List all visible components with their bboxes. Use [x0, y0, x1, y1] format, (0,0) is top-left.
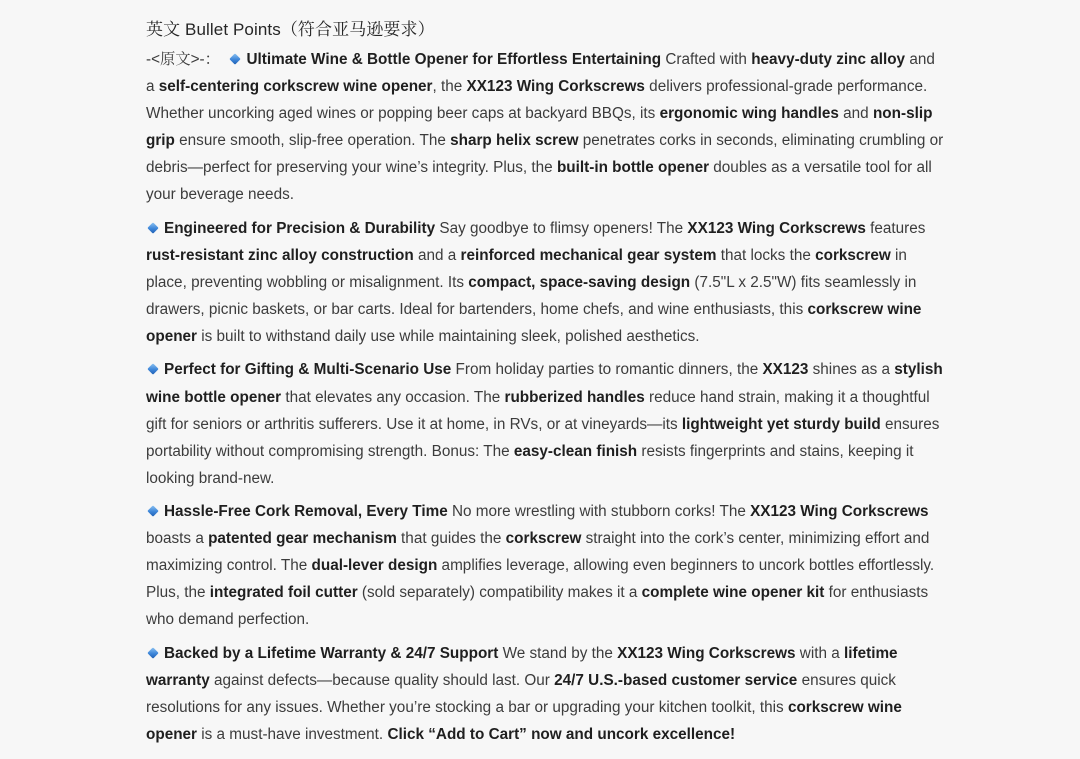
text-run: that elevates any occasion. The: [281, 388, 505, 406]
bold-phrase: lightweight yet sturdy build: [681, 415, 881, 433]
bold-phrase: self-centering corkscrew wine opener: [158, 78, 433, 96]
bold-phrase: XX123: [762, 361, 809, 379]
text-run: doubles as a versatile tool for all your beverage needs.: [146, 159, 932, 204]
bold-phrase: corkscrew: [505, 530, 582, 548]
bullet-text: [146, 361, 943, 486]
bold-phrase: 24/7 U.S.-based customer service: [554, 671, 798, 689]
text-run: We stand by the: [498, 644, 618, 662]
original-prefix-label: -<原文>-：: [146, 51, 220, 68]
blue-diamond-icon: [230, 54, 240, 64]
bold-phrase: non-slip grip: [146, 105, 933, 150]
text-run: Crafted with: [661, 51, 752, 68]
bold-phrase: lifetime warranty: [146, 644, 898, 689]
text-run: in place, preventing wobbling or misalignment. Its: [146, 246, 907, 291]
text-run: From holiday parties to romantic dinners, the: [451, 361, 763, 379]
text-run: straight into the cork’s center, minimizing effort and maximizing control. The: [146, 530, 930, 575]
text-run: with a: [795, 644, 844, 662]
bold-phrase: XX123 Wing Corkscrews: [466, 78, 645, 96]
text-run: is built to withstand daily use while maintaining sleek, polished aesthetics.: [197, 328, 700, 346]
bold-phrase: Click “Add to Cart” now and uncork excellence!: [387, 726, 736, 743]
bold-phrase: Engineered for Precision & Durability: [164, 219, 436, 237]
bold-phrase: rubberized handles: [504, 388, 645, 406]
bullet-point: [146, 215, 946, 350]
bold-phrase: corkscrew: [815, 246, 891, 264]
text-run: ensure smooth, slip-free operation. The: [174, 132, 451, 150]
bold-phrase: stylish wine bottle opener: [146, 361, 943, 406]
text-run: penetrates corks in seconds, eliminating crumbling or debris—perfect for preserving your wine’s integrity. Plus, the: [146, 132, 944, 177]
bullet-text: [146, 503, 934, 628]
bold-phrase: corkscrew wine opener: [146, 698, 902, 743]
bold-phrase: Hassle-Free Cork Removal, Every Time: [164, 503, 448, 521]
text-run: ensures quick resolutions for any issues. Whether you’re stocking a bar or upgrading your kitchen toolkit, this: [146, 671, 896, 716]
bold-phrase: complete wine opener kit: [641, 584, 825, 602]
blue-diamond-icon: [148, 507, 158, 517]
blue-diamond-icon: [148, 223, 158, 233]
bullet-text: [146, 51, 943, 203]
bullet-text: [146, 645, 902, 743]
text-run: (7.5"L x 2.5"W) fits seamlessly in drawers, picnic baskets, or bar carts. Ideal for bartenders, home chefs, and wine enthusiasts, this: [146, 273, 917, 319]
text-run: reduce hand strain, making it a thoughtful gift for seniors or arthritis sufferers. Use it at home, in RVs, or at vineyards—its: [146, 388, 930, 433]
bold-phrase: XX123 Wing Corkscrews: [687, 219, 866, 237]
page-heading: 英文 Bullet Points（符合亚马逊要求）: [146, 20, 435, 39]
text-run: that locks the: [716, 246, 816, 264]
bold-phrase: easy-clean finish: [513, 442, 638, 460]
text-run: amplifies leverage, allowing even beginners to uncork bottles effortlessly. Plus, the: [146, 557, 935, 602]
bold-phrase: heavy-duty zinc alloy: [751, 51, 906, 68]
bold-phrase: ergonomic wing handles: [659, 105, 839, 123]
text-run: that guides the: [396, 530, 506, 548]
bold-phrase: patented gear mechanism: [208, 530, 397, 548]
text-run: Say goodbye to flimsy openers! The: [435, 219, 688, 237]
text-run: shines as a: [808, 361, 895, 379]
bullet-text: [146, 220, 925, 345]
bold-phrase: Ultimate Wine & Bottle Opener for Effortless Entertaining: [246, 51, 662, 68]
bold-phrase: reinforced mechanical gear system: [460, 246, 717, 264]
text-run: (sold separately) compatibility makes it a: [357, 584, 642, 602]
bold-phrase: built-in bottle opener: [556, 159, 710, 177]
text-run: is a must-have investment.: [197, 726, 388, 743]
bullet-point: [146, 356, 946, 491]
bullet-point: [146, 46, 946, 209]
bold-phrase: integrated foil cutter: [209, 584, 358, 602]
bullet-points-content: [146, 46, 946, 754]
bold-phrase: XX123 Wing Corkscrews: [750, 503, 929, 521]
bold-phrase: corkscrew wine opener: [146, 301, 922, 346]
text-run: resists fingerprints and stains, keeping it looking brand-new.: [146, 442, 914, 487]
text-run: , the: [432, 78, 467, 96]
bullet-point: [146, 640, 946, 748]
text-run: and a: [413, 246, 461, 264]
text-run: ensures portability without compromising strength. Bonus: The: [146, 415, 940, 460]
text-run: for enthusiasts who demand perfection.: [146, 584, 929, 629]
bullet-point: [146, 498, 946, 633]
text-run: boasts a: [146, 530, 209, 548]
text-run: features: [865, 219, 926, 237]
bold-phrase: XX123 Wing Corkscrews: [617, 644, 796, 662]
bold-phrase: sharp helix screw: [450, 132, 579, 150]
bold-phrase: compact, space-saving design: [468, 273, 691, 291]
blue-diamond-icon: [148, 648, 158, 658]
text-run: delivers professional-grade performance. Whether uncorking aged wines or popping beer caps at backyard BBQs, its: [146, 78, 928, 123]
text-run: and: [838, 105, 873, 123]
bold-phrase: dual-lever design: [311, 557, 438, 575]
text-run: No more wrestling with stubborn corks! The: [447, 503, 751, 521]
bold-phrase: rust-resistant zinc alloy construction: [146, 246, 414, 264]
bold-phrase: Perfect for Gifting & Multi-Scenario Use: [164, 361, 452, 379]
blue-diamond-icon: [148, 365, 158, 375]
text-run: against defects—because quality should last. Our: [209, 671, 555, 689]
text-run: and a: [146, 51, 935, 96]
bold-phrase: Backed by a Lifetime Warranty & 24/7 Support: [164, 644, 499, 662]
